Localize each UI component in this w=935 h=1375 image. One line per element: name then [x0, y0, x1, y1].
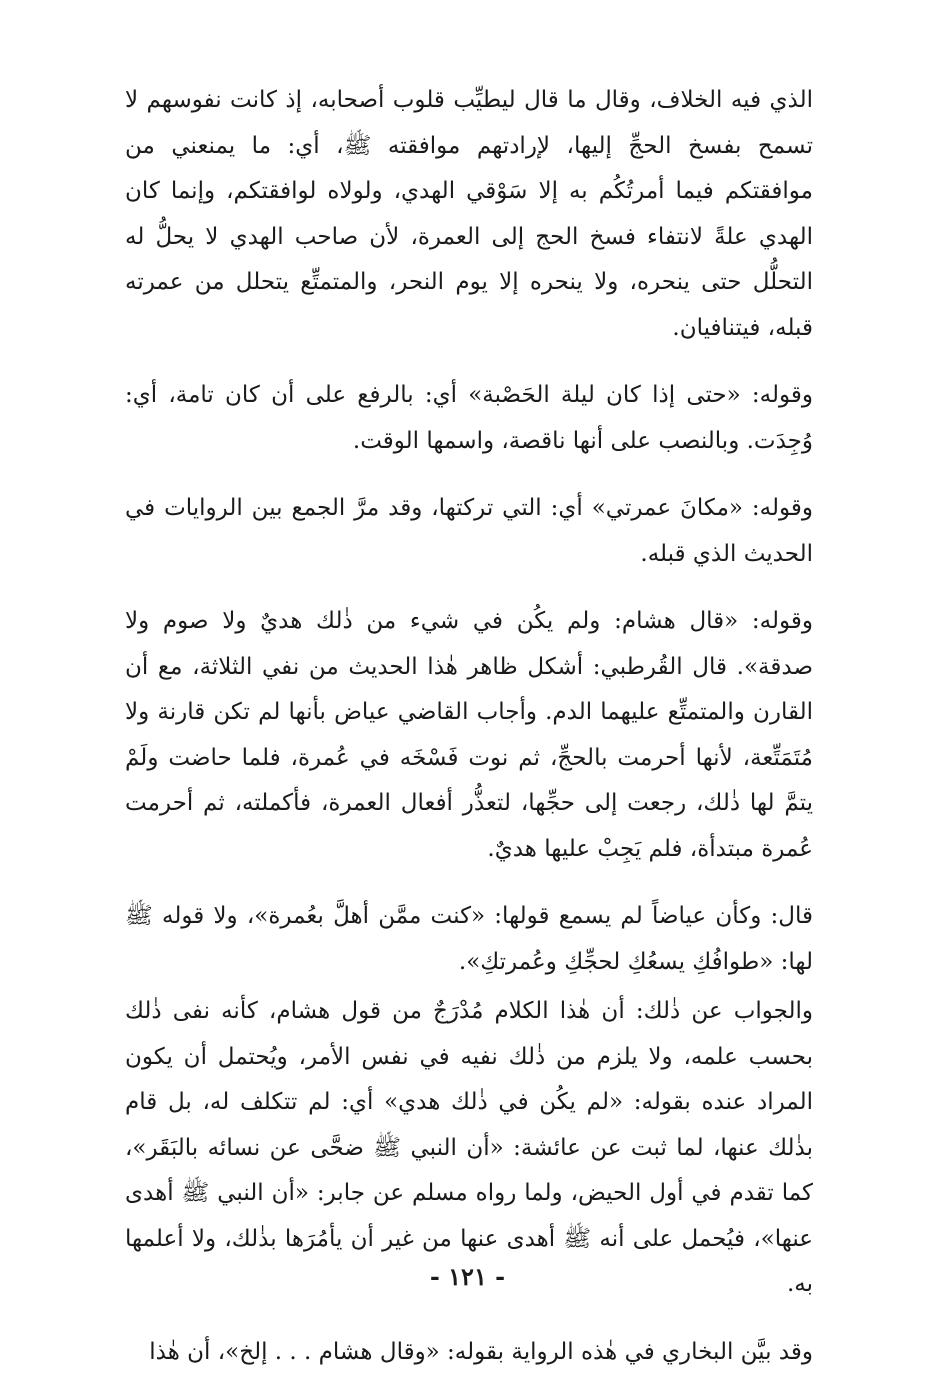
paragraph-5: قال: وكأن عياضاً لم يسمع قولها: «كنت ممَّن أهلَّ بعُمرة»، ولا قوله ﷺ لها: «طوافُكِ يسعُكِ لحجِّكِ وعُمرتكِ».: [125, 894, 813, 985]
paragraph-1: الذي فيه الخلاف، وقال ما قال ليطيِّب قلوب أصحابه، إذ كانت نفوسهم لا تسمح بفسخ الحجِّ إليها، لإرادتهم موافقته ﷺ، أي: ما يمنعني من موافقتكم فيما أمرتُكُم به إلا سَوْقي الهدي، ولولاه لوافقتكم، وإنما كان الهدي علةً لانتفاء فسخ الحج إلى العمرة، لأن صاحب الهدي لا يحلُّ له التحلُّل حتى ينحره، ولا ينحره إلا يوم النحر، والمتمتِّع يتحلل من عمرته قبله، فيتنافيان.: [125, 78, 813, 351]
paragraph-6: والجواب عن ذٰلك: أن هٰذا الكلام مُدْرَجٌ من قول هشام، كأنه نفى ذٰلك بحسب علمه، ولا يلزم من ذٰلك نفيه في نفس الأمر، ويُحتمل أن يكون المراد عنده بقوله: «لم يكُن في ذٰلك هدي» أي: لم تتكلف له، بل قام بذٰلك عنها، لما ثبت عن عائشة: «أن النبي ﷺ ضحَّى عن نسائه بالبَقَر»، كما تقدم في أول الحيض، ولما رواه مسلم عن جابر: «أن النبي ﷺ أهدى عنها»، فيُحمل على أنه ﷺ أهدى عنها من غير أن يأمُرَها بذٰلك، ولا أعلمها به.: [125, 989, 813, 1308]
paragraph-2: وقوله: «حتى إذا كان ليلة الحَصْبة» أي: بالرفع على أن كان تامة، أي: وُجِدَت. وبالنصب على أنها ناقصة، واسمها الوقت.: [125, 373, 813, 464]
page-number: - ١٢١ -: [0, 1262, 935, 1291]
page-body: [125, 78, 813, 1375]
paragraph-7: وقد بيَّن البخاري في هٰذه الرواية بقوله: «وقال هشام . . . إلخ»، أن هٰذا: [125, 1330, 813, 1375]
paragraph-4: وقوله: «قال هشام: ولم يكُن في شيء من ذٰلك هديٌ ولا صوم ولا صدقة». قال القُرطبي: أشكل ظاهر هٰذا الحديث من نفي الثلاثة، مع أن القارن والمتمتِّع عليهما الدم. وأجاب القاضي عياض بأنها لم تكن قارنة ولا مُتَمَتِّعة، لأنها أحرمت بالحجِّ، ثم نوت فَسْخَه في عُمرة، فلما حاضت ولَمْ يتمَّ لها ذٰلك، رجعت إلى حجِّها، لتعذُّر أفعال العمرة، فأكملته، ثم أحرمت عُمرة مبتدأة، فلم يَجِبْ عليها هديٌ.: [125, 599, 813, 872]
paragraph-3: وقوله: «مكانَ عمرتي» أي: التي تركتها، وقد مرَّ الجمع بين الروايات في الحديث الذي قبله.: [125, 486, 813, 577]
